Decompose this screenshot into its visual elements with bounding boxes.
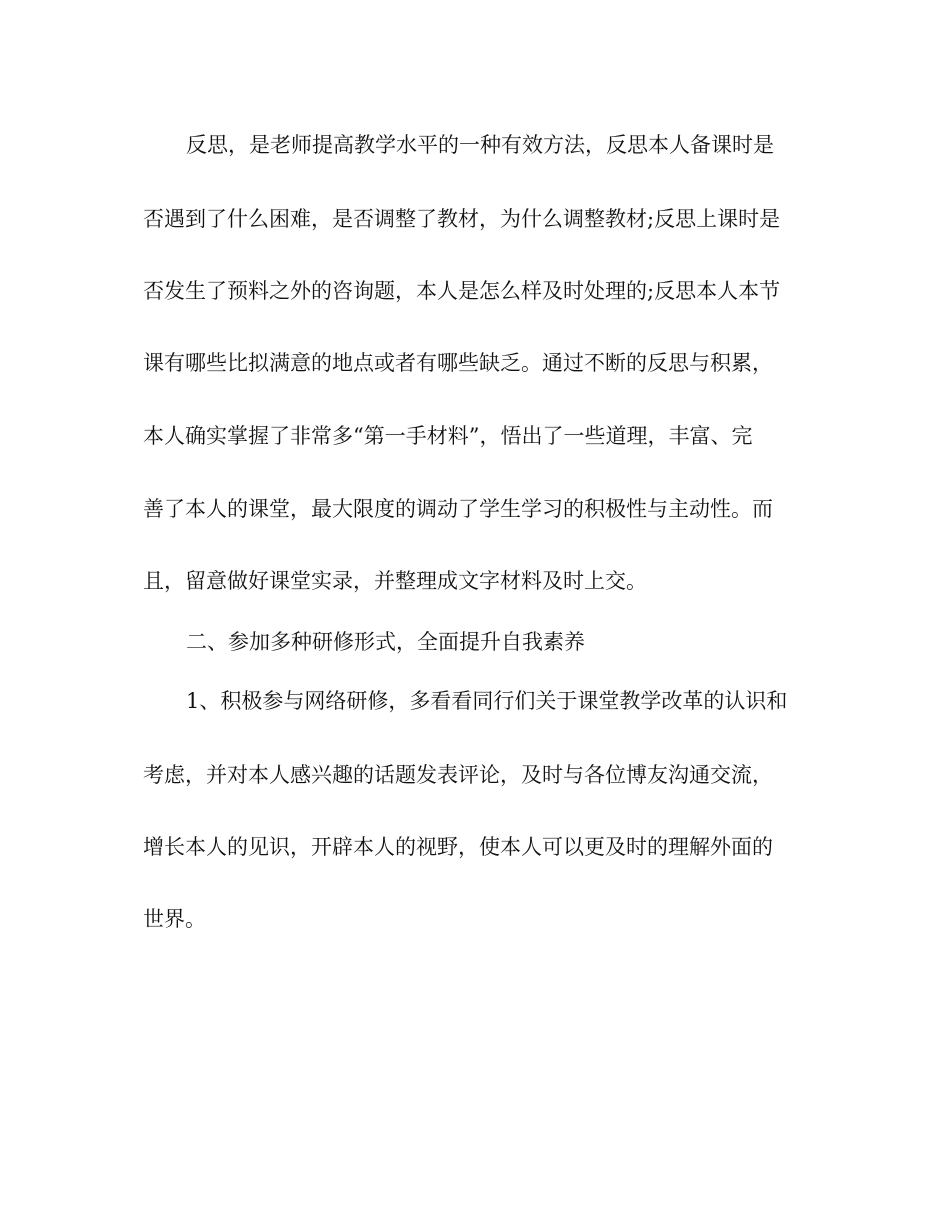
paragraph-3-line-3: 增长本人的见识，开辟本人的视野，使本人可以更及时的理解外面的 <box>143 835 773 859</box>
paragraph-1-line-7: 且，留意做好课堂实录，并整理成文字材料及时上交。 <box>143 569 647 593</box>
section-heading: 二、参加多种研修形式，全面提升自我素养 <box>186 630 585 654</box>
paragraph-3-line-1: 1、积极参与网络研修，多看看同行们关于课堂教学改革的认识和 <box>186 689 788 713</box>
paragraph-1-line-1: 反思，是老师提高教学水平的一种有效方法，反思本人备课时是 <box>186 133 774 157</box>
paragraph-1-line-6: 善了本人的课堂，最大限度的调动了学生学习的积极性与主动性。而 <box>143 497 773 521</box>
paragraph-1-line-3: 否发生了预料之外的咨询题，本人是怎么样及时处理的;反思本人本节 <box>143 279 781 303</box>
paragraph-1-line-2: 否遇到了什么困难，是否调整了教材，为什么调整教材;反思上课时是 <box>143 207 781 231</box>
paragraph-1-line-4: 课有哪些比拟满意的地点或者有哪些缺乏。通过不断的反思与积累， <box>143 351 773 375</box>
paragraph-3-line-2: 考虑，并对本人感兴趣的话题发表评论，及时与各位博友沟通交流， <box>143 763 773 787</box>
paragraph-3-line-4: 世界。 <box>143 907 206 931</box>
paragraph-1-line-5: 本人确实掌握了非常多“第一手材料”，悟出了一些道理，丰富、完 <box>143 424 753 448</box>
